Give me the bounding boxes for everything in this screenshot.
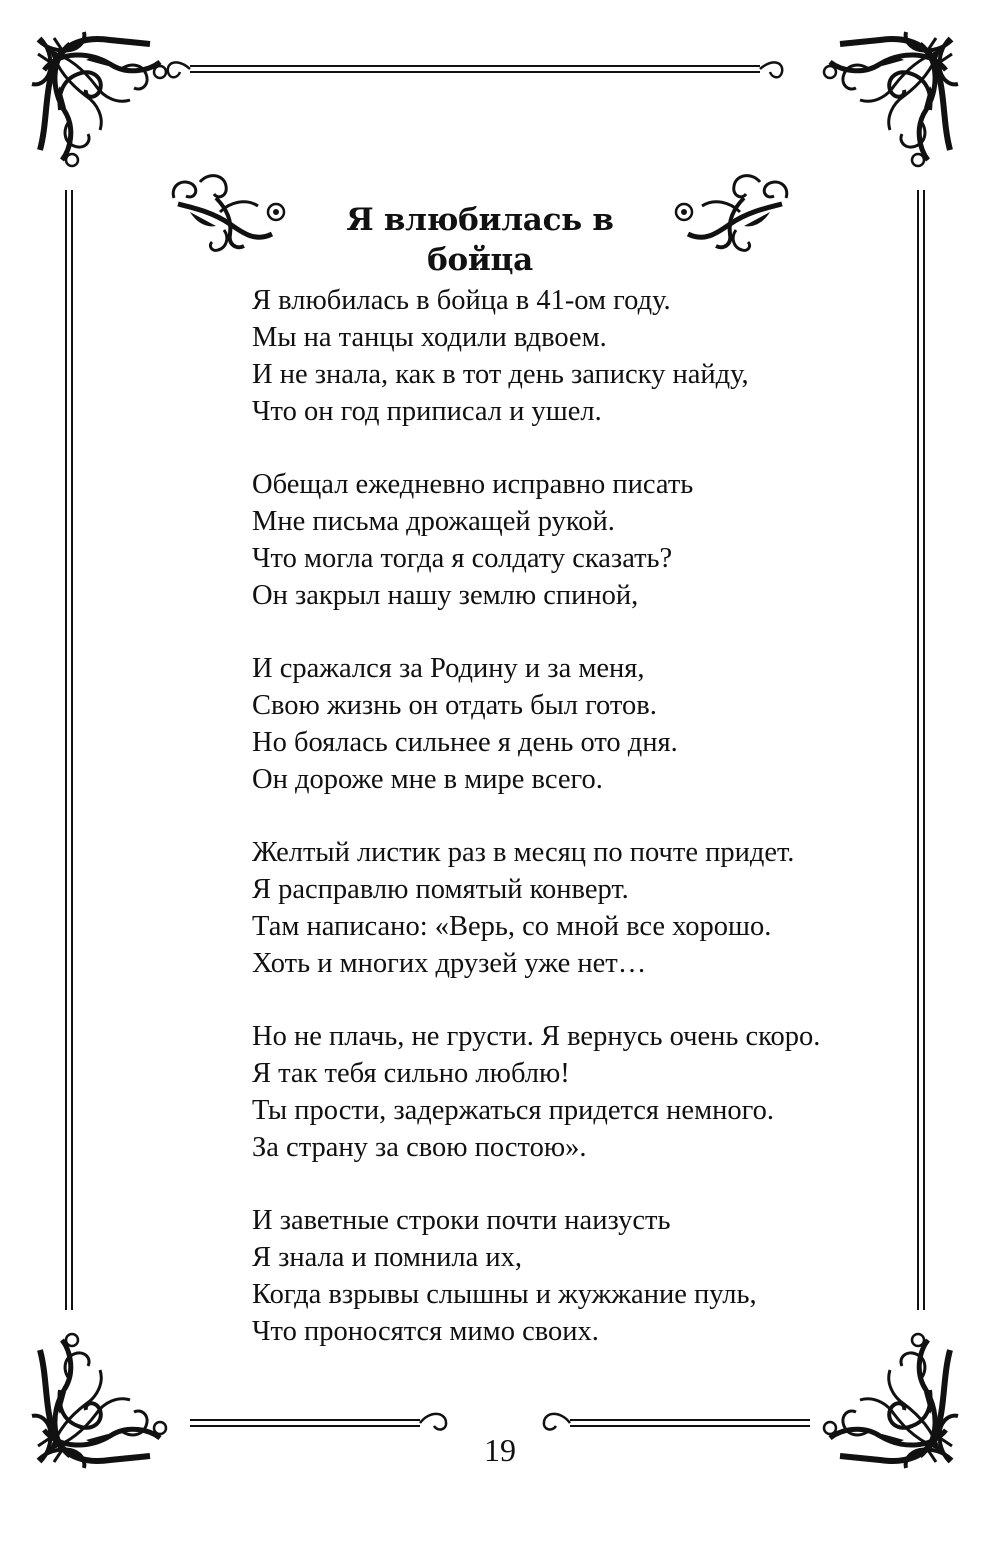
poem-line: Он закрыл нашу землю спиной, bbox=[252, 580, 639, 611]
stanza bbox=[252, 650, 892, 798]
poem-line: Я влюбилась в бойца в 41-ом году. bbox=[252, 285, 671, 316]
poem-line: Я расправлю помятый конверт. bbox=[252, 874, 629, 905]
poem-line: Ты прости, задержаться придется немного. bbox=[252, 1095, 774, 1126]
poem-line: Но не плачь, не грусти. Я вернусь очень скоро. bbox=[252, 1021, 821, 1052]
page-title: Я влюбилась в бойца bbox=[346, 202, 614, 278]
poem-line: Свою жизнь он отдать был готов. bbox=[252, 690, 657, 721]
poem-body bbox=[252, 282, 892, 1386]
stanza bbox=[252, 1202, 892, 1350]
poem-line: И заветные строки почти наизусть bbox=[252, 1205, 671, 1236]
stanza bbox=[252, 1018, 892, 1166]
poem-line: И сражался за Родину и за меня, bbox=[252, 653, 645, 684]
poem-line: Там написано: «Верь, со мной все хорошо. bbox=[252, 911, 772, 942]
stanza bbox=[252, 282, 892, 430]
poem-line: Я так тебя сильно люблю! bbox=[252, 1058, 570, 1089]
poem-line: Хоть и многих друзей уже нет… bbox=[252, 948, 647, 979]
scroll-flourish-icon bbox=[670, 168, 800, 258]
poem-line: Мы на танцы ходили вдвоем. bbox=[252, 322, 607, 353]
poem-line: И не знала, как в тот день записку найду, bbox=[252, 359, 749, 390]
poem-line: Желтый листик раз в месяц по почте придет. bbox=[252, 837, 795, 868]
poem-line: За страну за свою постою». bbox=[252, 1132, 587, 1163]
stanza bbox=[252, 834, 892, 982]
poem-line: Обещал ежедневно исправно писать bbox=[252, 469, 694, 500]
poem-line: Я знала и помнила их, bbox=[252, 1242, 523, 1273]
scroll-flourish-icon bbox=[160, 168, 290, 258]
poem-line: Но боялась сильнее я день ото дня. bbox=[252, 727, 678, 758]
stanza bbox=[252, 466, 892, 614]
poem-line: Он дороже мне в мире всего. bbox=[252, 764, 603, 795]
poem-line: Что могла тогда я солдату сказать? bbox=[252, 543, 673, 574]
poem-line: Когда взрывы слышны и жужжание пуль, bbox=[252, 1279, 757, 1310]
title-row bbox=[160, 168, 800, 278]
poem-line: Что проносятся мимо своих. bbox=[252, 1316, 599, 1347]
poem-line: Мне письма дрожащей рукой. bbox=[252, 506, 615, 537]
page-number: 19 bbox=[484, 1432, 516, 1468]
poem-line: Что он год приписал и ушел. bbox=[252, 396, 602, 427]
